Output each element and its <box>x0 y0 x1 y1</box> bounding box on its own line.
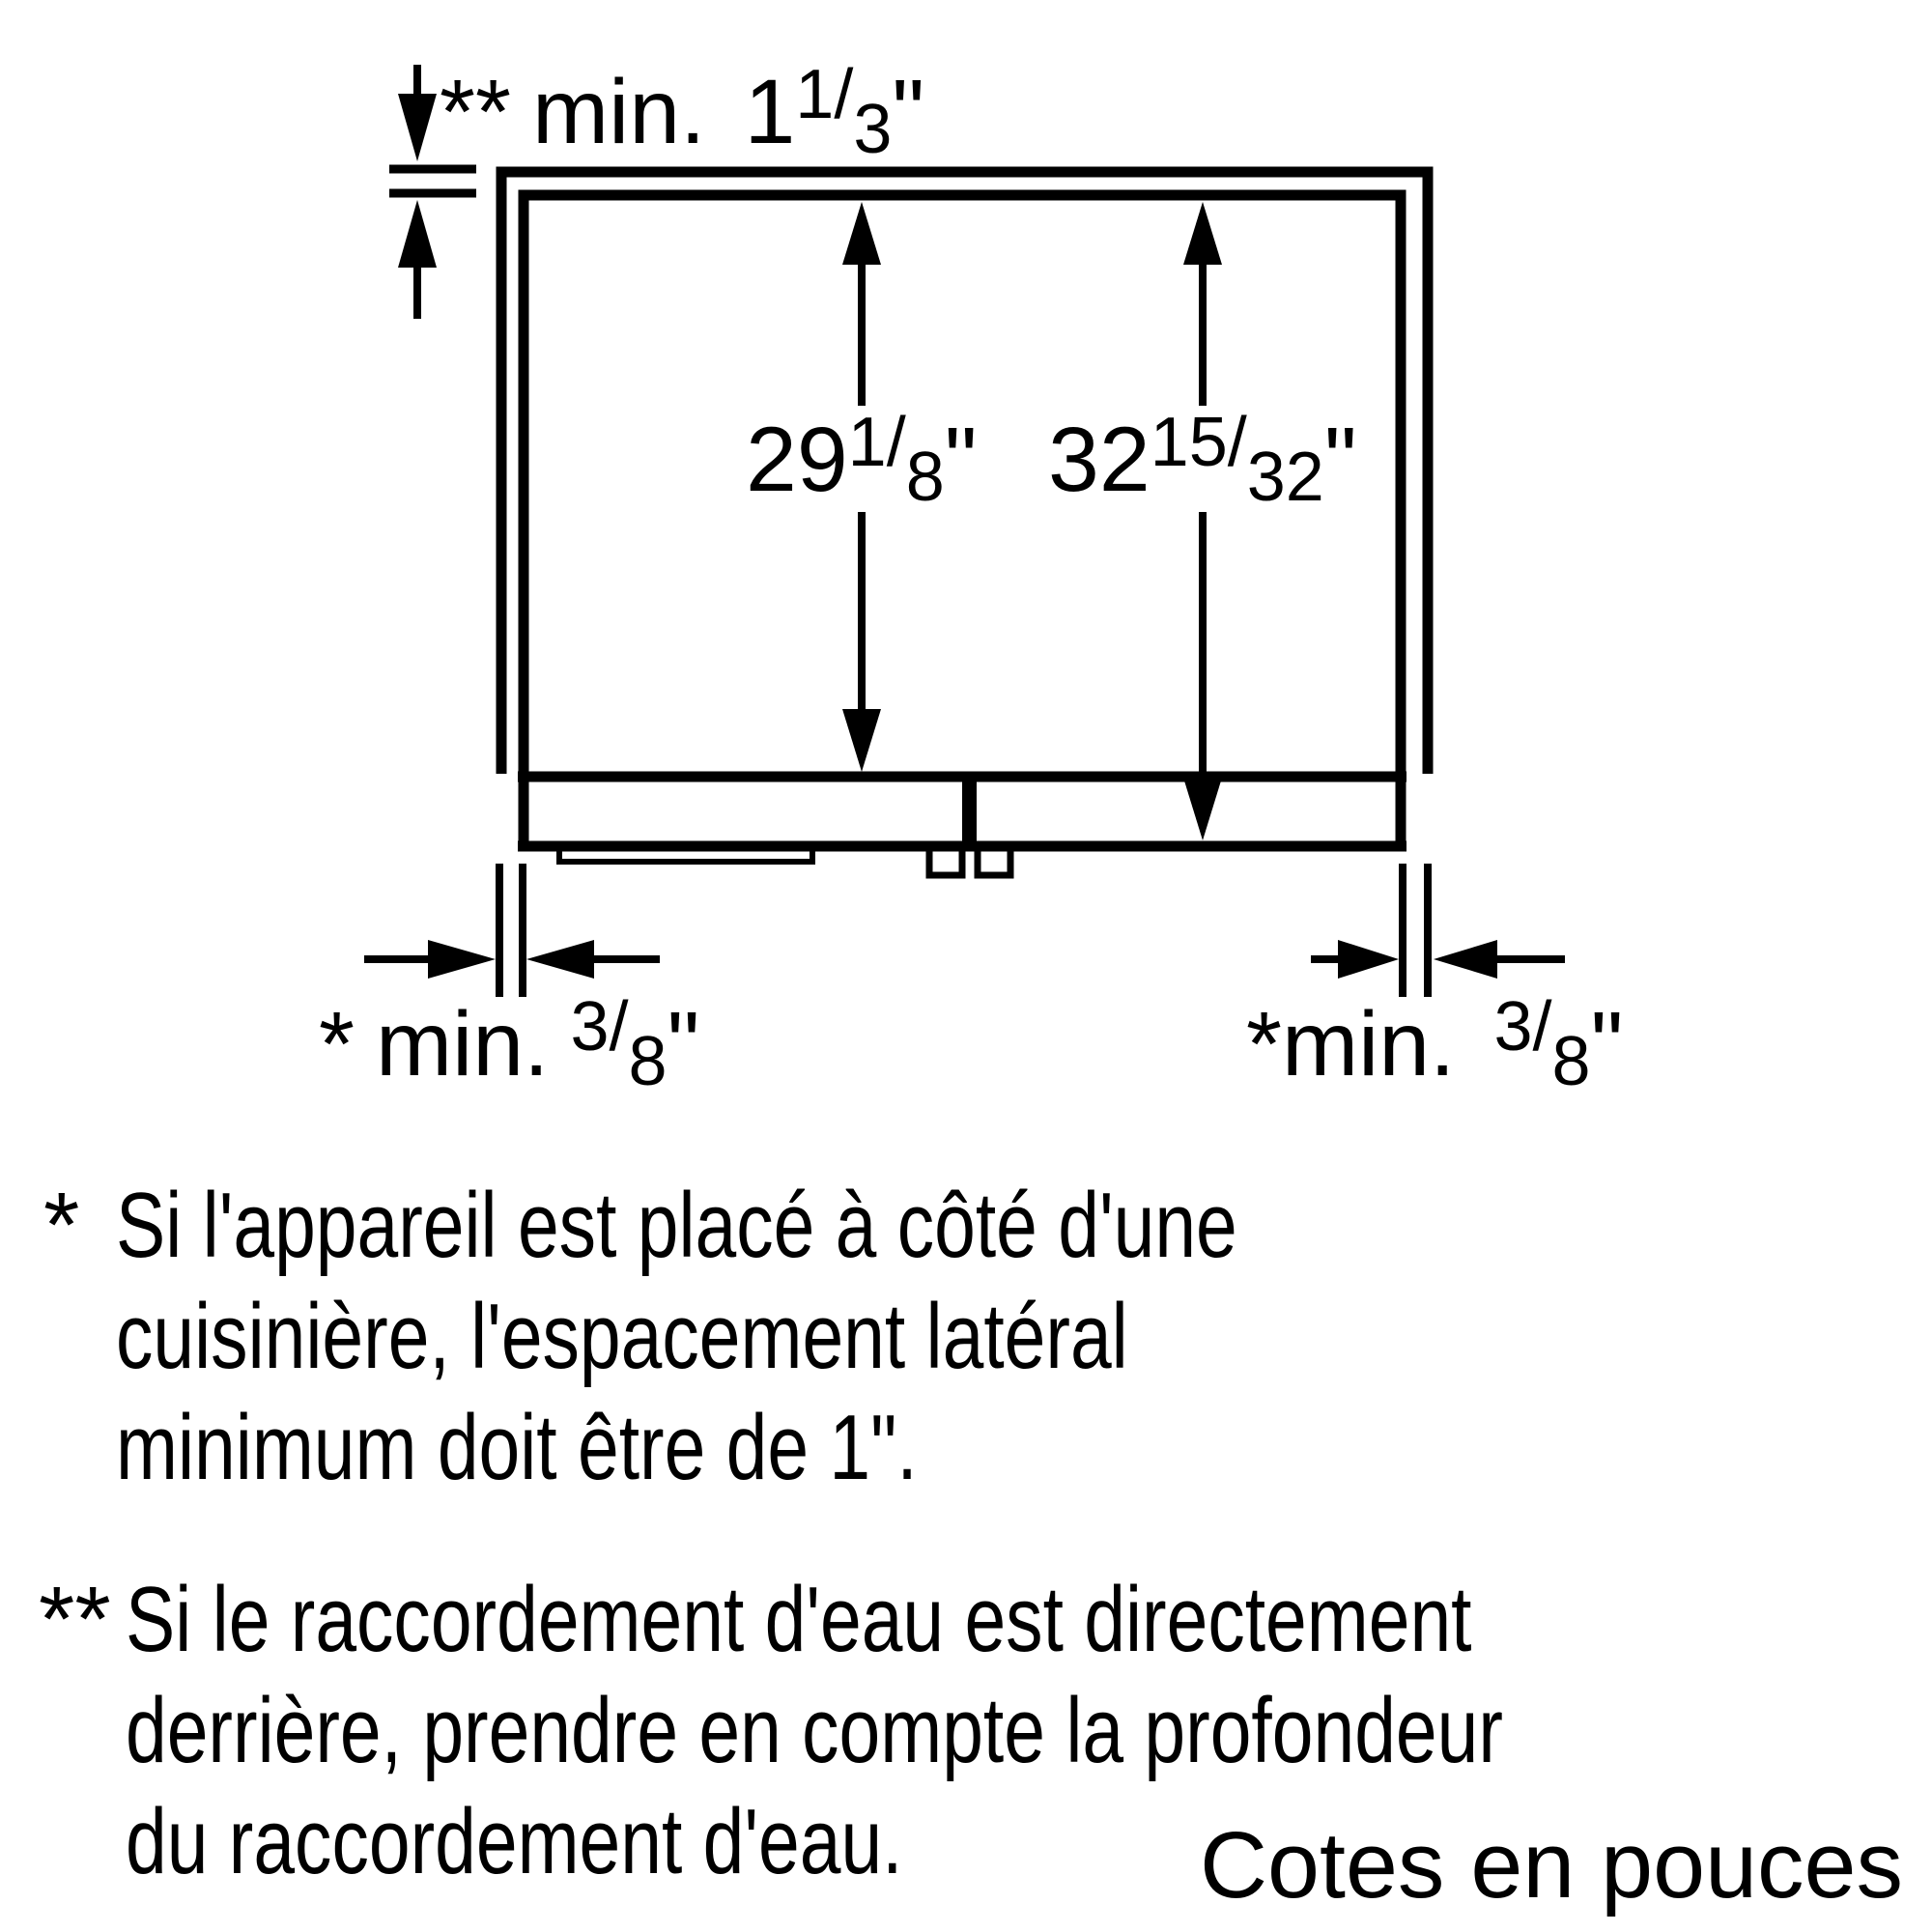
dimension-numerator: 1/ <box>847 404 906 481</box>
arrow-up-icon <box>842 202 881 265</box>
footnote-line: minimum doit être de 1". <box>116 1396 918 1499</box>
dimension-denominator: 8 <box>905 439 945 516</box>
footnote-line: derrière, prendre en compte la profondeur <box>126 1679 1503 1782</box>
right-clearance-label <box>1246 988 1624 1100</box>
footnote-marker: * <box>319 993 355 1095</box>
arrow-down-icon <box>842 709 881 772</box>
min-label: min. <box>531 61 706 163</box>
vent-grille <box>559 847 812 862</box>
left-clearance-label <box>319 988 700 1100</box>
footnote-line: Si l'appareil est placé à côté d'une <box>116 1174 1237 1277</box>
dimension-numerator: 3/ <box>570 988 629 1065</box>
inch-mark: " <box>1590 993 1624 1095</box>
footnote-marker: * <box>43 1174 80 1277</box>
arrow-left-icon <box>526 940 594 979</box>
min-label: min. <box>375 993 550 1095</box>
dimension-denominator: 3 <box>853 91 893 168</box>
arrow-up-icon <box>1183 202 1222 265</box>
footnote-marker: ** <box>39 1568 111 1671</box>
interior-height-label <box>746 404 978 516</box>
arrow-right-icon <box>428 940 496 979</box>
dimension-denominator: 8 <box>1551 1023 1591 1100</box>
footnote-line: du raccordement d'eau. <box>126 1790 903 1893</box>
min-label: min. <box>1281 993 1456 1095</box>
dimension-numerator: 1/ <box>795 56 854 133</box>
total-height-label <box>1048 404 1357 516</box>
inch-mark: " <box>1323 409 1357 511</box>
top-clearance-label <box>440 56 925 168</box>
arrow-down-icon <box>1183 778 1222 840</box>
base-divider <box>962 777 977 846</box>
units-caption: Cotes en pouces <box>1200 1812 1903 1918</box>
dimension-denominator: 8 <box>628 1023 668 1100</box>
arrow-left-icon <box>1434 940 1497 979</box>
arrow-up-icon <box>398 200 437 268</box>
dimension-whole: 29 <box>746 409 848 511</box>
footnote-line: cuisinière, l'espacement latéral <box>116 1285 1128 1388</box>
appliance-outline <box>524 195 1401 846</box>
arrow-right-icon <box>1338 940 1399 979</box>
inch-mark: " <box>892 61 925 163</box>
arrow-down-icon <box>398 94 437 161</box>
footnote-side-clearance <box>43 1170 1518 1503</box>
footnote-line: Si le raccordement d'eau est directement <box>126 1568 1472 1671</box>
footnote-marker: * <box>1246 993 1282 1095</box>
dimension-numerator: 3/ <box>1493 988 1552 1065</box>
inch-mark: " <box>944 409 978 511</box>
footnote-marker: ** <box>440 61 511 163</box>
footnote-text <box>116 1170 1518 1503</box>
dimension-whole: 1 <box>744 61 796 163</box>
dimension-whole: 32 <box>1048 409 1151 511</box>
dimension-numerator: 15/ <box>1150 404 1247 481</box>
dimension-denominator: 32 <box>1246 439 1324 516</box>
inch-mark: " <box>667 993 700 1095</box>
